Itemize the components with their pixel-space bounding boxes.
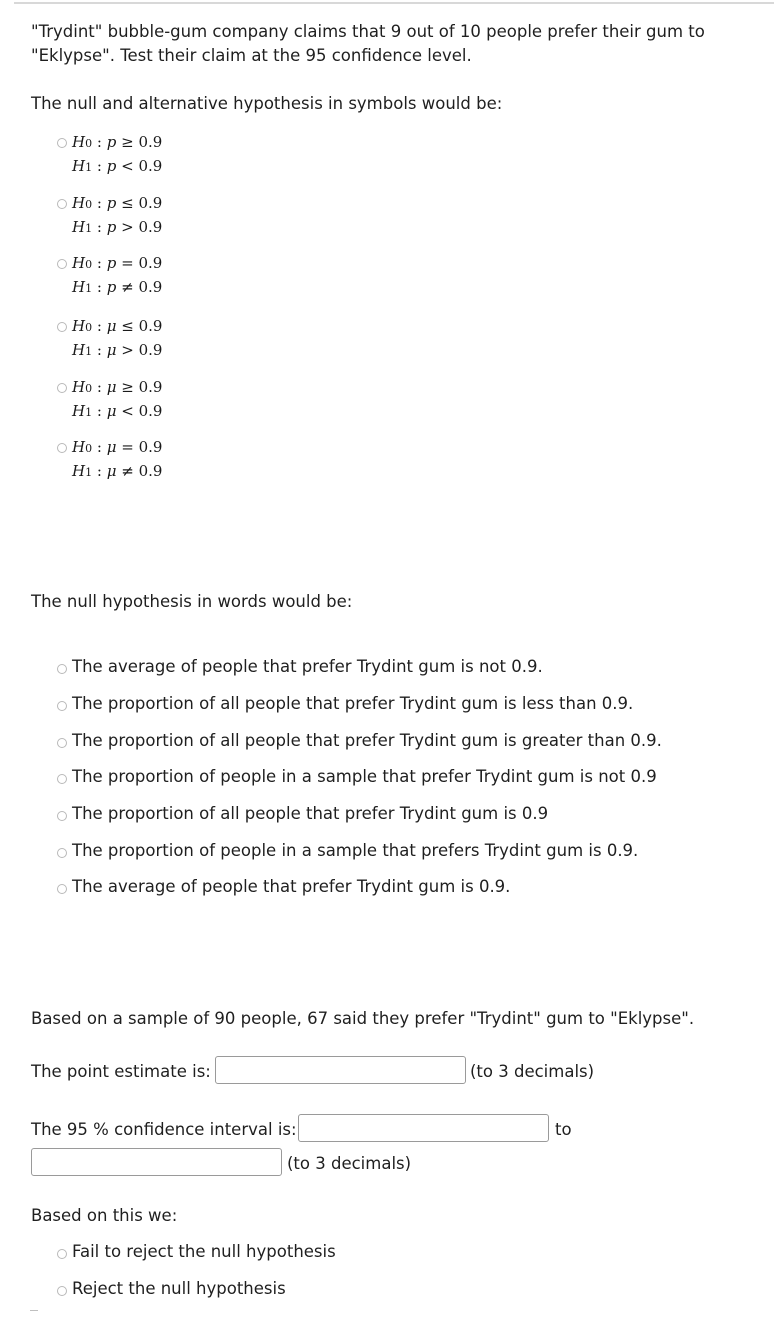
hypothesis-radio-4[interactable] <box>57 322 67 332</box>
h0-statement-4: H0 : μ ≤ 0.9 <box>72 317 163 335</box>
point-estimate-input[interactable] <box>215 1056 466 1084</box>
words-radio-1[interactable] <box>57 664 67 674</box>
words-option-label-4[interactable]: The proportion of people in a sample that prefer Trydint gum is not 0.9 <box>72 767 657 786</box>
h0-statement-5: H0 : μ ≥ 0.9 <box>72 378 163 396</box>
point-estimate-precision-note: (to 3 decimals) <box>470 1062 595 1081</box>
words-radio-3[interactable] <box>57 738 67 748</box>
confidence-interval-label: The 95 % confidence interval is: <box>31 1120 297 1139</box>
words-option-label-7[interactable]: The average of people that prefer Trydint gum is 0.9. <box>72 877 511 896</box>
words-radio-6[interactable] <box>57 848 67 858</box>
ci-precision-note: (to 3 decimals) <box>287 1154 412 1173</box>
bottom-edge-mark <box>30 1310 38 1311</box>
question-intro-line-2: "Eklypse". Test their claim at the 95 confidence level. <box>31 46 472 65</box>
hypothesis-symbols-prompt: The null and alternative hypothesis in symbols would be: <box>31 94 503 113</box>
h1-statement-5: H1 : μ < 0.9 <box>72 402 163 420</box>
words-option-label-3[interactable]: The proportion of all people that prefer Trydint gum is greater than 0.9. <box>72 731 662 750</box>
h1-statement-2: H1 : p > 0.9 <box>72 218 163 236</box>
hypothesis-radio-1[interactable] <box>57 138 67 148</box>
decision-radio-1[interactable] <box>57 1249 67 1259</box>
h1-statement-6: H1 : μ ≠ 0.9 <box>72 462 163 480</box>
point-estimate-label: The point estimate is: <box>31 1062 211 1081</box>
words-option-label-5[interactable]: The proportion of all people that prefer Trydint gum is 0.9 <box>72 804 549 823</box>
words-radio-4[interactable] <box>57 774 67 784</box>
h0-statement-1: H0 : p ≥ 0.9 <box>72 133 163 151</box>
words-option-label-1[interactable]: The average of people that prefer Trydint gum is not 0.9. <box>72 657 543 676</box>
words-radio-5[interactable] <box>57 811 67 821</box>
h1-statement-3: H1 : p ≠ 0.9 <box>72 278 163 296</box>
decision-option-label-1[interactable]: Fail to reject the null hypothesis <box>72 1242 336 1261</box>
ci-upper-input[interactable] <box>31 1148 282 1176</box>
question-intro-line-1: "Trydint" bubble-gum company claims that 9 out of 10 people prefer their gum to <box>31 22 705 41</box>
hypothesis-radio-5[interactable] <box>57 383 67 393</box>
h0-statement-3: H0 : p = 0.9 <box>72 254 163 272</box>
hypothesis-radio-3[interactable] <box>57 259 67 269</box>
h0-statement-6: H0 : μ = 0.9 <box>72 438 163 456</box>
decision-radio-2[interactable] <box>57 1286 67 1296</box>
h0-statement-2: H0 : p ≤ 0.9 <box>72 194 163 212</box>
words-radio-2[interactable] <box>57 701 67 711</box>
ci-lower-input[interactable] <box>298 1114 549 1142</box>
words-radio-7[interactable] <box>57 884 67 894</box>
h1-statement-4: H1 : μ > 0.9 <box>72 341 163 359</box>
words-option-label-2[interactable]: The proportion of all people that prefer Trydint gum is less than 0.9. <box>72 694 634 713</box>
null-words-prompt: The null hypothesis in words would be: <box>31 592 353 611</box>
sample-description: Based on a sample of 90 people, 67 said they prefer "Trydint" gum to "Eklypse". <box>31 1009 695 1028</box>
hypothesis-radio-6[interactable] <box>57 443 67 453</box>
hypothesis-radio-2[interactable] <box>57 199 67 209</box>
decision-prompt: Based on this we: <box>31 1206 178 1225</box>
h1-statement-1: H1 : p < 0.9 <box>72 157 163 175</box>
top-divider <box>14 2 774 4</box>
ci-to-label: to <box>555 1120 572 1139</box>
decision-option-label-2[interactable]: Reject the null hypothesis <box>72 1279 286 1298</box>
words-option-label-6[interactable]: The proportion of people in a sample that prefers Trydint gum is 0.9. <box>72 841 639 860</box>
